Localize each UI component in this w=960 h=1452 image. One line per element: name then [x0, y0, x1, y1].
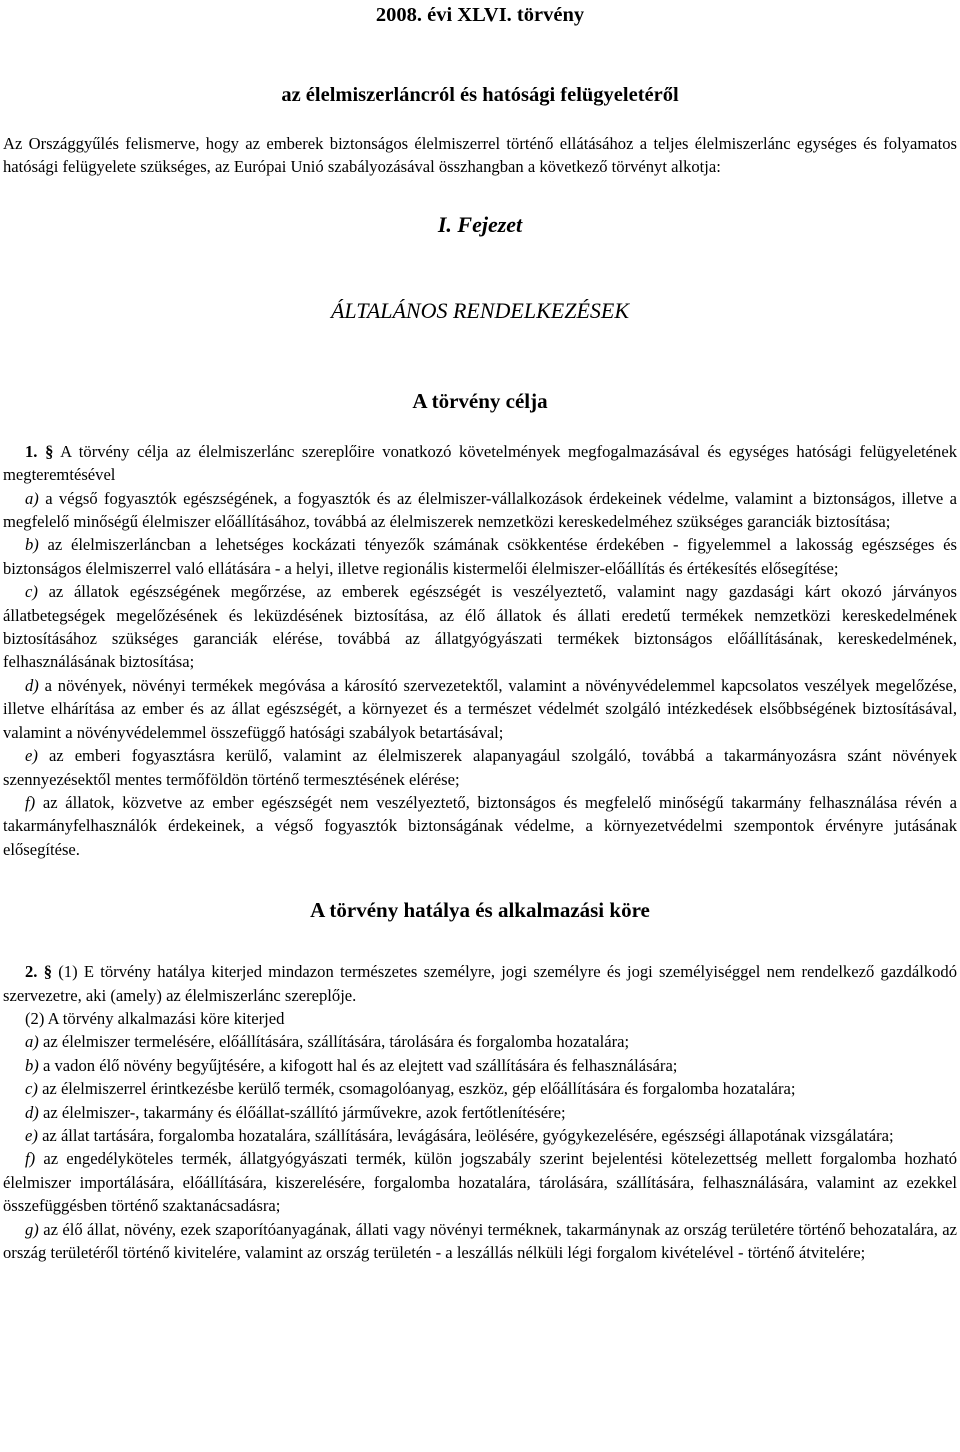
item-text: az engedélyköteles termék, állatgyógyászati termék, külön jogszabály szerint bejelentési kötelezettség mellett forgalomba hozható élelmiszer importálására, előállítására, kiszerelésére, forgalomba hozatalára, tárolására, szállítására, felhasználására, valamint az ezekkel összefüggésben történő szaktanácsadásra;	[3, 1149, 957, 1216]
item-text: az élelmiszer termelésére, előállítására, szállítására, tárolására és forgalomba hozatalára;	[42, 1032, 630, 1052]
item-label: d)	[25, 675, 39, 695]
item-text: a végső fogyasztók egészségének, a fogyasztók és az élelmiszer-vállalkozások érdekeinek védelme, valamint a biztonságos, illetve a megfelelő minőségű élelmiszer előállításához, továbbá az élelmiszerek nemzetközi kereskedelméhez szükséges garanciák biztosítása;	[3, 488, 957, 532]
item-text: a vadon élő növény begyűjtésére, a kifogott hal és az elejtett vad szállítására és felhasználására;	[42, 1055, 678, 1075]
item-label: c)	[25, 582, 38, 602]
preamble: Az Országgyűlés felismerve, hogy az emberek biztonságos élelmiszerrel történő ellátásához a teljes élelmiszerlánc egységes és folyamatos hatósági felügyelete szükséges, az Európai Unió szabályozásával összhangban a következő törvényt alkotja:	[3, 134, 957, 177]
item-text: az emberi fogyasztásra kerülő, valamint az élelmiszerek alapanyagául szolgáló, továbbá a takarmányozásra szánt növények szennyezésektől mentes termőföldön történő termesztésének elérése;	[3, 746, 958, 789]
section-1-item-e	[3, 744, 957, 791]
section-1-intro	[3, 440, 957, 487]
section-2-item-b	[3, 1054, 957, 1077]
item-text: az állatok, közvetve az ember egészségét nem veszélyeztető, biztonságos és megfelelő minőségű takarmány felhasználása révén a takarmányfelhasználók érdekeinek, a végső fogyasztók biztonságának védelme, a környezetvédelmi szempontok érvényre jutásának elősegítése.	[3, 792, 957, 859]
section-1-item-d	[3, 674, 957, 744]
item-label: f)	[25, 792, 36, 812]
section-2-item-c	[3, 1077, 957, 1100]
section-1-intro-text: A törvény célja az élelmiszerlánc szereplőire vonatkozó követelmények megfogalmazásával és egységes hatósági felügyeletének megteremtésével	[3, 441, 957, 485]
section-2-para-1	[3, 960, 957, 1007]
item-label: e)	[25, 746, 38, 766]
section-heading-scope: A törvény hatálya és alkalmazási köre	[310, 898, 650, 923]
item-label: d)	[25, 1102, 39, 1122]
item-text: az élelmiszer-, takarmány és élőállat-szállító járművekre, azok fertőtlenítésére;	[42, 1102, 566, 1122]
chapter-number: I. Fejezet	[437, 211, 523, 237]
section-2-para-2: (2) A törvény alkalmazási köre kiterjed	[25, 1008, 285, 1028]
section-2-item-f	[3, 1147, 957, 1217]
section-number: 2. §	[25, 962, 52, 982]
item-label: a)	[25, 488, 39, 508]
section-number: 1. §	[25, 441, 54, 461]
item-text: a növények, növényi termékek megóvása a károsító szervezetektől, valamint a növényvédelemmel kapcsolatos veszélyek megelőzése, illetve elhárítása az ember és az állat egészségét, a környezet és a természet védelmét szolgáló intézkedések elsőbbségének biztosításával, valamint a növényvédelemmel összefüggő hatósági szabályok betartásával;	[3, 675, 957, 742]
item-text: az élelmiszerláncban a lehetséges kockázati tényezők számának csökkentése érdekében - figyelemmel a lakosság egészséges és biztonságos élelmiszerrel való ellátására - a helyi, illetve regionális kistermelői élelmiszer-előállítás és értékesítés elősegítése;	[3, 535, 957, 578]
section-2-item-g	[3, 1218, 957, 1265]
law-subtitle: az élelmiszerláncról és hatósági felügyeletéről	[281, 84, 679, 106]
item-text: az élelmiszerrel érintkezésbe kerülő termék, csomagolóanyag, eszköz, gép előállítására és forgalomba hozatalára;	[42, 1079, 796, 1099]
item-label: g)	[25, 1219, 39, 1239]
law-title: 2008. évi XLVI. törvény	[375, 4, 585, 26]
item-label: e)	[25, 1125, 38, 1145]
section-1-item-b	[3, 533, 957, 580]
item-label: b)	[25, 1055, 39, 1075]
section-2-item-e	[3, 1124, 957, 1147]
section-1-item-c	[3, 580, 957, 674]
item-text: az állatok egészségének megőrzése, az emberek egészségét is veszélyeztető, valamint nagy gazdasági kárt okozó járványos állatbetegségek megelőzésének és leküzdésének biztosítása, az élő állatok és állati eredetű termékek nemzetközi kereskedelmének biztosításához szükséges garanciák elérése, továbbá az állatgyógyászati termékek biztonságos előállításának, kereskedelmének, felhasználásának biztosítása;	[3, 582, 957, 672]
chapter-title: ÁLTALÁNOS RENDELKEZÉSEK	[330, 297, 630, 323]
section-2-item-d	[3, 1101, 957, 1124]
section-2-item-a	[3, 1030, 957, 1053]
item-label: b)	[25, 535, 39, 555]
item-label: c)	[25, 1079, 38, 1099]
item-label: f)	[25, 1149, 36, 1169]
section-1-item-a	[3, 487, 957, 534]
section-heading-purpose: A törvény célja	[412, 388, 548, 413]
item-label: a)	[25, 1032, 39, 1052]
section-2-para-1-text: (1) E törvény hatálya kiterjed mindazon természetes személyre, jogi személyre és jogi személyiséggel nem rendelkező gazdálkodó szervezetre, aki (amely) az élelmiszerlánc szereplője.	[3, 962, 957, 1005]
item-text: az állat tartására, forgalomba hozatalára, szállítására, levágására, leölésére, gyógykezelésére, egészségi állapotának vizsgálatára;	[42, 1125, 894, 1145]
item-text: az élő állat, növény, ezek szaporítóanyagának, állati vagy növényi terméknek, takarmánynak az ország területére történő behozatalára, az ország területéről történő kivitelére, valamint az ország területén - a leszállás nélküli légi forgalom kivételével - történő átvitelére;	[3, 1219, 957, 1262]
section-1-item-f	[3, 791, 957, 861]
